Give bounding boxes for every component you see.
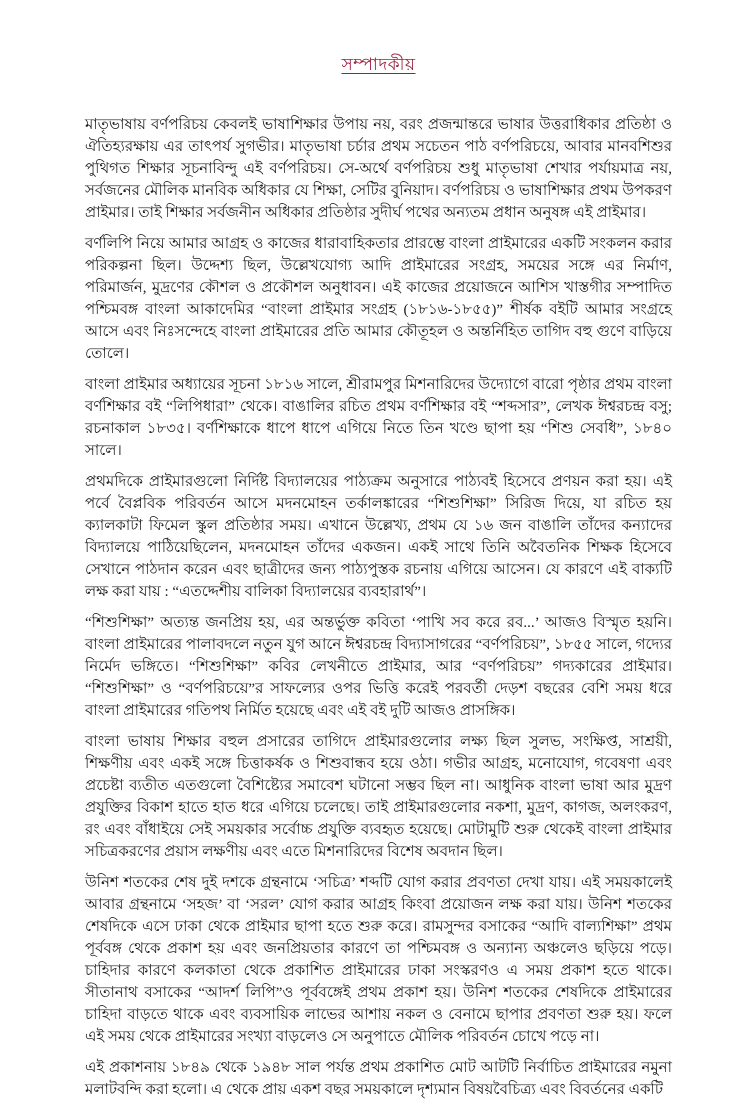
paragraph-5: “শিশুশিক্ষা” অত্যন্ত জনপ্রিয় হয়, এর অন্তর্ভুক্ত কবিতা ‘পাখি সব করে রব...’ আজও বিস্মৃত হয়নি। বাংলা প্রাইমারের পালাবদলে নতুন যুগ আনে ঈশ্বরচন্দ্র বিদ্যাসাগরের “বর্ণপরিচয়”, ১৮৫৫ সালে, গদ্যের নির্মেদ ভঙ্গিতে। “শিশুশিক্ষা” কবির লেখনীতে প্রাইমার, আর “বর্ণপরিচয়” গদ্যকারের প্রাইমার। “শিশুশিক্ষা” ও “বর্ণপরিচয়ে”র সাফল্যের ওপর ভিত্তি করেই পরবর্তী দেড়শ বছরের বেশি সময় ধরে বাংলা প্রাইমারের গতিপথ নির্মিত হয়েছে এবং এই বই দুটি আজও প্রাসঙ্গিক। <box>85 615 672 719</box>
paragraph-8: এই প্রকাশনায় ১৮৪৯ থেকে ১৯৪৮ সাল পর্যন্ত প্রথম প্রকাশিত মোট আটটি নির্বাচিত প্রাইমারের নমুনা মলাটবন্দি করা হলো। এ থেকে প্রায় একশ বছর সময়কালে দৃশ্যমান বিষয়বৈচিত্র্য এবং বিবর্তনের একটি <box>85 1060 672 1098</box>
paragraph-3: বাংলা প্রাইমার অধ্যায়ের সূচনা ১৮১৬ সালে, শ্রীরামপুর মিশনারিদের উদ্যোগে বারো পৃষ্ঠার প্রথম বাংলা বর্ণশিক্ষার বই “লিপিধারা” থেকে। বাঙালির রচিত প্রথম বর্ণশিক্ষার বই “শব্দসার”, লেখক ঈশ্বরচন্দ্র বসু; রচনাকাল ১৮৩৫। বর্ণশিক্ষাকে ধাপে ধাপে এগিয়ে নিতে তিন খণ্ডে ছাপা হয় “শিশু সেবধি”, ১৮৪০ সালে। <box>85 377 672 459</box>
paragraph-1: মাতৃভাষায় বর্ণপরিচয় কেবলই ভাষাশিক্ষার উপায় নয়, বরং প্রজন্মান্তরে ভাষার উত্তরাধিকার প্রতিষ্ঠা ও ঐতিহ্যরক্ষায় এর তাৎপর্য সুগভীর। মাতৃভাষা চর্চার প্রথম সচেতন পাঠ বর্ণপরিচয়ে, আবার মানবশিশুর পুথিগত শিক্ষার সূচনাবিন্দু এই বর্ণপরিচয়। সে-অর্থে বর্ণপরিচয় শুধু মাতৃভাষা শেখার পর্যায়মাত্র নয়, সর্বজনের মৌলিক মানবিক অধিকার যে শিক্ষা, সেটির বুনিয়াদ। বর্ণপরিচয় ও ভাষাশিক্ষার প্রথম উপকরণ প্রাইমার। তাই শিক্ষার সর্বজনীন অধিকার প্রতিষ্ঠার সুদীর্ঘ পথের অন্যতম প্রধান অনুষঙ্গ এই প্রাইমার। <box>85 117 672 221</box>
editorial-body <box>85 114 672 1101</box>
paragraph-6: বাংলা ভাষায় শিক্ষার বহুল প্রসারের তাগিদে প্রাইমারগুলোর লক্ষ্য ছিল সুলভ, সংক্ষিপ্ত, সাশ্রয়ী, শিক্ষণীয় এবং একই সঙ্গে চিত্তাকর্ষক ও শিশুবান্ধব হয়ে ওঠা। গভীর আগ্রহ, মনোযোগ, গবেষণা এবং প্রচেষ্টা ব্যতীত এতগুলো বৈশিষ্ট্যের সমাবেশ ঘটানো সম্ভব ছিল না। আধুনিক বাংলা ভাষা আর মুদ্রণ প্রযুক্তির বিকাশ হাতে হাত ধরে এগিয়ে চলেছে। তাই প্রাইমারগুলোর নকশা, মুদ্রণ, কাগজ, অলংকরণ, রং এবং বাঁধাইয়ে সেই সময়কার সর্বোচ্চ প্রযুক্তি ব্যবহৃত হয়েছে। মোটামুটি শুরু থেকেই বাংলা প্রাইমার সচিত্রকরণের প্রয়াস লক্ষণীয় এবং এতে মিশনারিদের বিশেষ অবদান ছিল। <box>85 734 672 860</box>
paragraph-7: উনিশ শতকের শেষ দুই দশকে গ্রন্থনামে ‘সচিত্র’ শব্দটি যোগ করার প্রবণতা দেখা যায়। এই সময়কালেই আবার গ্রন্থনামে ‘সহজ’ বা ‘সরল’ যোগ করার আগ্রহ কিংবা প্রয়োজন লক্ষ করা যায়। উনিশ শতকের শেষদিকে এসে ঢাকা থেকে প্রাইমার ছাপা হতে শুরু করে। রামসুন্দর বসাকের “আদি বাল্যশিক্ষা” প্রথম পূর্ববঙ্গ থেকে প্রকাশ হয় এবং জনপ্রিয়তার কারণে তা পশ্চিমবঙ্গ ও অন্যান্য অঞ্চলেও ছড়িয়ে পড়ে। চাহিদার কারণে কলকাতা থেকে প্রকাশিত প্রাইমারের ঢাকা সংস্করণও এ সময় প্রকাশ হতে থাকে। সীতানাথ বসাকের “আদর্শ লিপি”ও পূর্ববঙ্গেই প্রথম প্রকাশ হয়। উনিশ শতকের শেষদিকে প্রাইমারের চাহিদা বাড়তে থাকে এবং ব্যবসায়িক লাভের আশায় নকল ও বেনামে ছাপার প্রবণতা শুরু হয়। ফলে এই সময় থেকে প্রাইমারের সংখ্যা বাড়লেও সে অনুপাতে মৌলিক পরিবর্তন চোখে পড়ে না। <box>85 875 672 1045</box>
paragraph-2: বর্ণলিপি নিয়ে আমার আগ্রহ ও কাজের ধারাবাহিকতার প্রারম্ভে বাংলা প্রাইমারের একটি সংকলন করার পরিকল্পনা ছিল। উদ্দেশ্য ছিল, উল্লেখযোগ্য আদি প্রাইমারের সংগ্রহ, সময়ের সঙ্গে এর নির্মাণ, পরিমার্জন, মুদ্রণের কৌশল ও প্রকৌশল অনুধাবন। এই কাজের প্রয়োজনে আশিস খাস্তগীর সম্পাদিত পশ্চিমবঙ্গ বাংলা আকাদেমির “বাংলা প্রাইমার সংগ্রহ (১৮১৬-১৮৫৫)” শীর্ষক বইটি আমার সংগ্রহে আসে এবং নিঃসন্দেহে বাংলা প্রাইমারের প্রতি আমার কৌতূহল ও অন্তর্নিহিত তাগিদ বহু গুণে বাড়িয়ে তোলে। <box>85 236 672 362</box>
page-title: সম্পাদকীয় <box>341 55 416 74</box>
paragraph-4: প্রথমদিকে প্রাইমারগুলো নির্দিষ্ট বিদ্যালয়ের পাঠ্যক্রম অনুসারে পাঠ্যবই হিসেবে প্রণয়ন করা হয়। এই পর্বে বৈপ্লবিক পরিবর্তন আসে মদনমোহন তর্কালঙ্কারের “শিশুশিক্ষা” সিরিজ দিয়ে, যা রচিত হয় ক্যালকাটা ফিমেল স্কুল প্রতিষ্ঠার সময়। এখানে উল্লেখ্য, প্রথম যে ১৬ জন বাঙালি তাঁদের কন্যাদের বিদ্যালয়ে পাঠিয়েছিলেন, মদনমোহন তাঁদের একজন। একই সাথে তিনি অবৈতনিক শিক্ষক হিসেবে সেখানে পাঠদান করেন এবং ছাত্রীদের জন্য পাঠ্যপুস্তক রচনায় এগিয়ে আসেন। যে কারণে এই বাক্যটি লক্ষ করা যায় : “এতদ্দেশীয় বালিকা বিদ্যালয়ের ব্যবহারার্থ”। <box>85 474 672 600</box>
